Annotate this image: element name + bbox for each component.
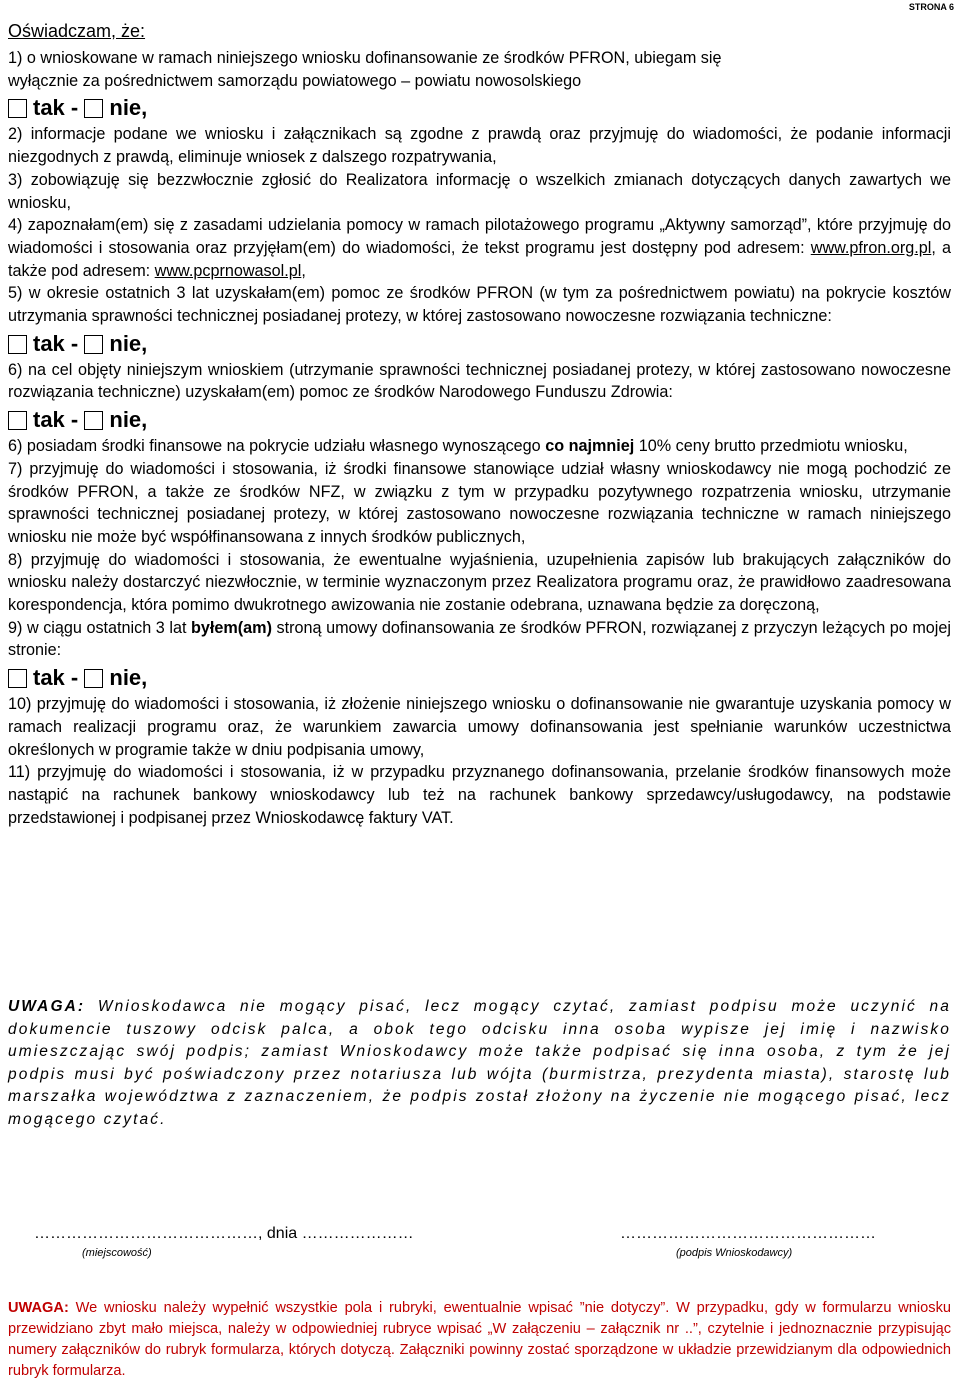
page-label: STRONA 6 bbox=[908, 2, 954, 12]
warning-text: Wnioskodawca nie mogący pisać, lecz mogący czytać, zamiast podpisu może uczynić na dokumencie tuszowy odcisk palca, a obok tego odcisku inna osoba wypisze jej imię i nazwisko umieszczając swój podpis; zamiast Wnioskodawcy może także podpisać się inna osoba, z tym że jej podpis musi być poświadczony przez notariusza lub wójta (burmistrza, prezydenta miasta), starostę lub marszałka województwa z zaznaczeniem, że podpis został złożony na życzenie nie mogącego pisać, lecz mogącego czytać. bbox=[8, 998, 951, 1128]
choice-row-4 bbox=[8, 662, 951, 693]
tak-checkbox[interactable] bbox=[8, 669, 27, 688]
pcpr-link[interactable]: www.pcprnowasol.pl bbox=[154, 261, 302, 280]
nie-checkbox[interactable] bbox=[84, 411, 103, 430]
footer-note bbox=[8, 1298, 951, 1382]
item-10: 10) przyjmuję do wiadomości i stosowania, iż złożenie niniejszego wniosku o dofinansowanie nie gwarantuje uzyskania pomocy w ramach realizacji programu oraz, że warunkiem zawarcia umowy dofinansowania jest spełnianie warunków uczestnictwa określonych w programie także w dniu podpisania umowy, bbox=[8, 695, 951, 759]
item-9: 9) w ciągu ostatnich 3 lat byłem(am) stroną umowy dofinansowania ze środków PFRON, rozwiązanej z przyczyn leżących po mojej stronie: bbox=[8, 618, 952, 660]
nie-checkbox[interactable] bbox=[84, 99, 103, 118]
nie-label: nie, bbox=[109, 330, 148, 356]
item-1-line-2: wyłącznie za pośrednictwem samorządu powiatowego – powiatu nowosolskiego bbox=[8, 71, 582, 90]
place-date-block bbox=[34, 1225, 414, 1261]
item-2: 2) informacje podane we wniosku i załącznikach są zgodne z prawdą oraz przyjmuję do wiadomości, że podanie informacji niezgodnych z prawdą, eliminuje wniosek z dalszego rozpatrywania, bbox=[8, 125, 951, 167]
choice-row-3 bbox=[8, 404, 951, 435]
item-5: 5) w okresie ostatnich 3 lat uzyskałam(em) pomoc ze środków PFRON (w tym za pośrednictwem powiatu) na pokrycie kosztów utrzymania sprawności technicznej posiadanej protezy, w której zastosowano nowoczesne rozwiązania techniczne: bbox=[8, 284, 951, 326]
declaration-list bbox=[8, 47, 951, 829]
item-1-line-1: 1) o wnioskowane w ramach niniejszego wniosku dofinansowanie ze środków PFRON, ubiegam się bbox=[8, 49, 722, 67]
tak-label: tak bbox=[33, 330, 65, 356]
choice-dash: - bbox=[70, 330, 79, 356]
tak-checkbox[interactable] bbox=[8, 411, 27, 430]
pfron-link[interactable]: www.pfron.org.pl bbox=[810, 238, 932, 257]
place-date-line[interactable]: ……………………………………, dnia ………………… bbox=[34, 1225, 414, 1242]
tak-checkbox[interactable] bbox=[8, 99, 27, 118]
choice-dash: - bbox=[70, 95, 79, 121]
nie-label: nie, bbox=[109, 665, 148, 691]
warning-note bbox=[8, 996, 951, 1131]
item-3: 3) zobowiązuję się bezzwłocznie zgłosić do Realizatora informację o wszelkich zmianach dotyczących danych zawartych we wniosku, bbox=[8, 170, 951, 212]
tak-label: tak bbox=[33, 95, 65, 121]
choice-dash: - bbox=[70, 407, 79, 433]
nie-label: nie, bbox=[109, 95, 148, 121]
warning-label: UWAGA: bbox=[8, 998, 86, 1015]
item-4: 4) zapoznałam(em) się z zasadami udzielania pomocy w ramach pilotażowego programu „Aktywny samorząd”, które przyjmuję do wiadomości i stosowania oraz przyjęłam(em) do wiadomości, że tekst programu jest dostępny pod adresem: www.pfron.org.pl, a także pod adresem: www.pcprnowasol.pl, bbox=[8, 216, 951, 280]
nie-checkbox[interactable] bbox=[84, 669, 103, 688]
item-6b: 6) posiadam środki finansowe na pokrycie udziału własnego wynoszącego co najmniej 10% ceny brutto przedmiotu wniosku, bbox=[8, 437, 908, 456]
page-title: Oświadczam, że: bbox=[8, 21, 146, 41]
tak-checkbox[interactable] bbox=[8, 335, 27, 354]
item-8: 8) przyjmuję do wiadomości i stosowania, że ewentualne wyjaśnienia, uzupełnienia zapisów lub brakujących załączników do wniosku należy dostarczyć niezwłocznie, w terminie wyznaczonym przez Realizatora programu oraz, że prawidłowo zaadresowana korespondencja, która pomimo dwukrotnego awizowania nie zostanie odebrana, uznawana będzie za doręczoną, bbox=[8, 550, 951, 615]
choice-dash: - bbox=[70, 665, 79, 691]
footer-text: We wniosku należy wypełnić wszystkie pola i rubryki, ewentualnie wpisać ”nie dotyczy”. W przypadku, gdy w formularzu wniosku przewidziano zbyt mało miejsca, należy w odpowiedniej rubryce wpisać „W załączeniu – załącznik nr ..”, czytelnie i jednoznacznie przypisując numery załączników do rubryk formularza, których dotyczą. Załączniki powinny zostać sporządzone w układzie przewidzianym dla odpowiednich rubryk formularza. bbox=[8, 1300, 951, 1379]
signature-caption: (podpis Wnioskodawcy) bbox=[676, 1247, 793, 1259]
choice-row-1 bbox=[8, 92, 951, 123]
footer-label: UWAGA: bbox=[8, 1300, 69, 1316]
item-6a: 6) na cel objęty niniejszym wnioskiem (utrzymanie sprawności technicznej posiadanej protezy, w której zastosowano nowoczesne rozwiązania techniczne) uzyskałam(em) pomoc ze środków Narodowego Funduszu Zdrowia: bbox=[8, 360, 951, 402]
nie-checkbox[interactable] bbox=[84, 335, 103, 354]
tak-label: tak bbox=[33, 407, 65, 433]
signature-line[interactable]: ………………………………………… bbox=[620, 1225, 876, 1242]
signature-block bbox=[620, 1225, 876, 1261]
choice-row-2 bbox=[8, 328, 951, 359]
item-7: 7) przyjmuję do wiadomości i stosowania, iż środki finansowe stanowiące udział własny wnioskodawcy nie mogą pochodzić ze środków PFRON, a także ze środków NFZ, w związku z tym w przypadku pozytywnego rozpatrzenia wniosku, utrzymanie sprawności technicznej posiadanej protezy, w której zastosowano nowoczesne rozwiązania techniczne w ramach niniejszego wniosku nie może być współfinansowana z innych środków publicznych, bbox=[8, 459, 951, 546]
place-caption: (miejscowość) bbox=[82, 1247, 152, 1259]
nie-label: nie, bbox=[109, 407, 148, 433]
item-11: 11) przyjmuję do wiadomości i stosowania, iż w przypadku przyznanego dofinansowania, przelanie środków finansowych może nastąpić na rachunek bankowy wnioskodawcy lub też na rachunek bankowy sprzedawcy/usługodawcy, na podstawie przedstawionej i podpisanej przez Wnioskodawcę faktury VAT. bbox=[8, 763, 951, 827]
tak-label: tak bbox=[33, 665, 65, 691]
